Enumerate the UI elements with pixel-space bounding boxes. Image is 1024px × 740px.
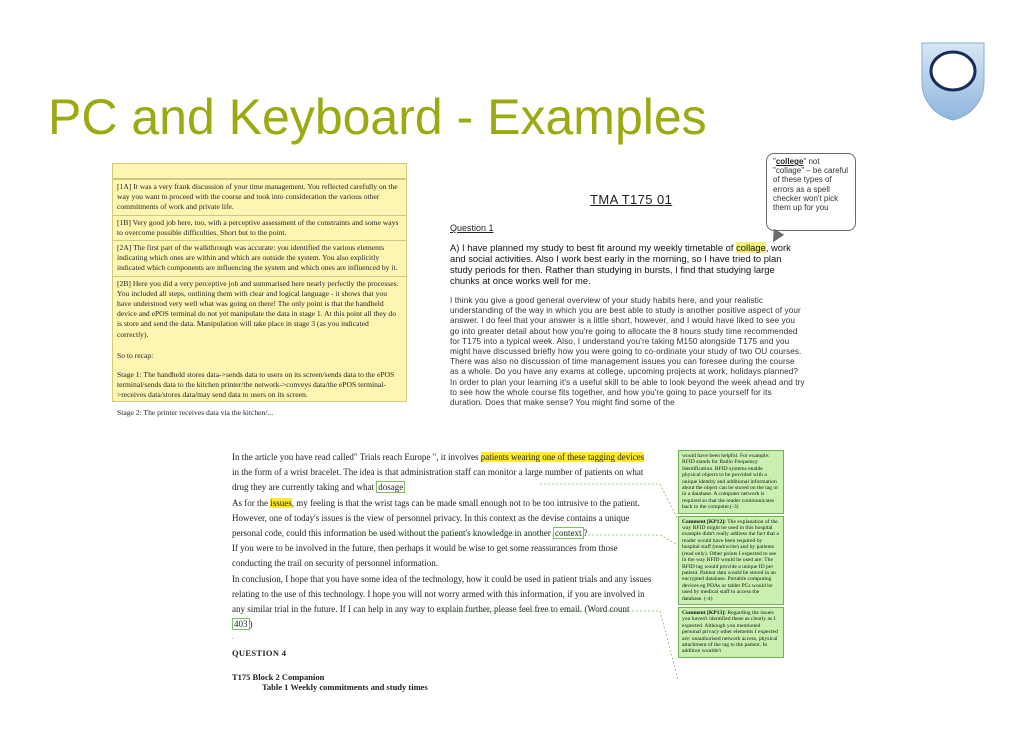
article-text: , my feeling is that the wrist tags can be made small enough not to be too intrusive to the patient. However, one of today's issues is the view of personnel privacy. In this context as the devise contains a unique personal code, could this information be used without the patient's knowledge in another [232, 497, 640, 539]
misspelled-word-highlight: collage [736, 242, 766, 253]
comment-balloon [678, 450, 784, 514]
feedback-recap: So to recap: [117, 350, 154, 360]
feedback-header-row [113, 164, 406, 179]
article-document-panel [230, 450, 680, 695]
article-text: In the article you have read called" Trials reach Europe ", it involves [232, 452, 481, 462]
comment-anchor-dosage: dosage [378, 482, 404, 493]
comment-head: Comment [KP12]: [682, 518, 726, 525]
answer-text-end: , work and social activities. Also I work best early in the morning, so I have tried to plan study periods for then. Rather than studying in bursts, I find that studying large chunks at once works well for me. [450, 242, 791, 286]
feedback-row: [1B] Very good job here, too, with a perceptive assessment of the constraints and some ways to overcome possible difficulties. Short but to the point. [113, 215, 406, 240]
tma-answer-text [450, 242, 802, 286]
comment-margin [678, 450, 784, 690]
stray-dot: . [232, 635, 234, 641]
t175-companion-heading: T175 Block 2 Companion [232, 672, 325, 682]
slide-title: PC and Keyboard - Examples [48, 89, 707, 145]
callout-text: " not "collage" – be careful of these types of errors as a spell checker won't pick them up for you [773, 157, 849, 213]
comment-anchor-context: context [555, 528, 582, 539]
comment-text: would have been helpful. For example: RFID stands for Radio Frequency Identification. RFID systems enable physical objects to be provided with a unique identity and additional information about the object can be stored on the tag or in a database. A computer network is required so that the reader communicates back to the computer.(-3) [682, 453, 779, 511]
highlighted-word-issues: issues [270, 497, 292, 508]
feedback-row: [1A] It was a very frank discussion of your time management. You reflected carefully on the way you want to proceed with the course and took into consideration the various other commitments of work and private life. [113, 179, 406, 215]
article-text: As for the [232, 497, 271, 508]
tma-question-heading: Question 1 [450, 223, 494, 233]
tma-document-panel [440, 150, 885, 408]
article-text: In conclusion, I hope that you have some idea of the technology, how it could be used in patient trials and any issues relating to the use of this technology. I hope you will not worry armed with this information, if you are involved in any similar trial in the future. If I can help in any way to explain further, please feel free to email. (Word count [232, 573, 652, 615]
comment-anchor-word-count: 403 [234, 619, 248, 630]
spelling-comment-callout [766, 153, 856, 231]
callout-correct-word: college [775, 157, 804, 166]
tma-tutor-feedback: I think you give a good general overview of your study habits here, and your realistic understanding of the way in which you are best able to study is another positive aspect of your answer. I do feel that your answer is a little short, however, and I would have liked to see you go into greater detail about how you're going to allocate the 8 hours study time recommended for T175 into a typical week. Also, I understand you're taking M150 alongside T175 and you might have discussed briefly how you were going to co-ordinate your study of two OU courses. There was also no discussion of time management issues you can foresee during the course as a whole. Do you have any exams at college, upcoming projects at work, holidays planned? In order to plan your learning it's a useful skill to be able to look beyond the week ahead and try to see how the whole course fits together, and how you're going to pace yourself for its duration. Does that make sense? You might find some of the [450, 296, 805, 408]
comment-balloon [678, 607, 784, 658]
article-text: ) [249, 619, 253, 630]
question-4-heading: QUESTION 4 [232, 648, 287, 658]
comment-head: Comment [KP13]: [682, 609, 726, 616]
tutor-feedback-panel [112, 163, 407, 417]
article-text: ? [583, 528, 588, 539]
comment-text: The explanation of the way RFID might be used in this hospital example didn't really address the fact that a reader would have been required by hospital staff (read/write) and by patients (read only). Other points I expected to see in the way RFID would be used are: The RFID tag would provide a unique ID per patient. Patient data would be stored in an encrypted database. Portable computing devices eg PDAs or tablet PCs would be used by medical staff to access the database. (-4) [682, 518, 779, 602]
feedback-stage-1: Stage 1: The handheld stores data->sends data to users on its screen/sends data to the ePOS terminal/sends data to the kitchen printer/the network->conveys data/the ePOS terminal->receives data/stores data/may send data to users on its screen. [117, 370, 395, 400]
callout-quote: " [773, 157, 776, 166]
open-university-logo [918, 40, 988, 122]
feedback-row: [2A] The first part of the walkthrough was accurate: you identified the various elements indicating which ones are within and which are outside the system. You also explicitly indicated which components are influencing the system and which ones are influenced by it. [113, 240, 406, 276]
table-caption: Table 1 Weekly commitments and study times [262, 682, 428, 692]
comment-text: Regarding the issues you haven't identified these as clearly as I expected. Although you mentioned personal privacy other elements I expected are: unauthorised network access, physical attachment of the tag to the patient. In addition wouldn't [682, 609, 778, 655]
article-body [232, 450, 652, 632]
article-text: in the form of a wrist bracelet. The idea is that administration staff can monitor a large number of patients on what drug they are currently taking and what [232, 467, 644, 493]
answer-text-start: A) I have planned my study to best fit around my weekly timetable of [450, 242, 737, 253]
feedback-row: [2B] Here you did a very perceptive job and summarised here nearly perfectly the processes. You included all steps, outlining them with clear and logical language - it shows that you have understood very well what was going on there! The only point is that the handheld device and ePOS terminal do not yet manipulate the data in stage 1. At this point all they do is store and send the data. Manipulation will take place in stage 3 (as you indicated correctly). [113, 276, 406, 342]
feedback-stage-2: Stage 2: The printer receives data via the kitchen/... [117, 407, 274, 417]
comment-balloon [678, 516, 784, 605]
highlighted-phrase: patients wearing one of these tagging devices [480, 452, 645, 462]
article-text: If you were to be involved in the future, then perhaps it would be wise to get some reassurances from those conducting the trail on security of personnel information. [232, 543, 618, 569]
tma-title: TMA T175 01 [590, 192, 673, 207]
